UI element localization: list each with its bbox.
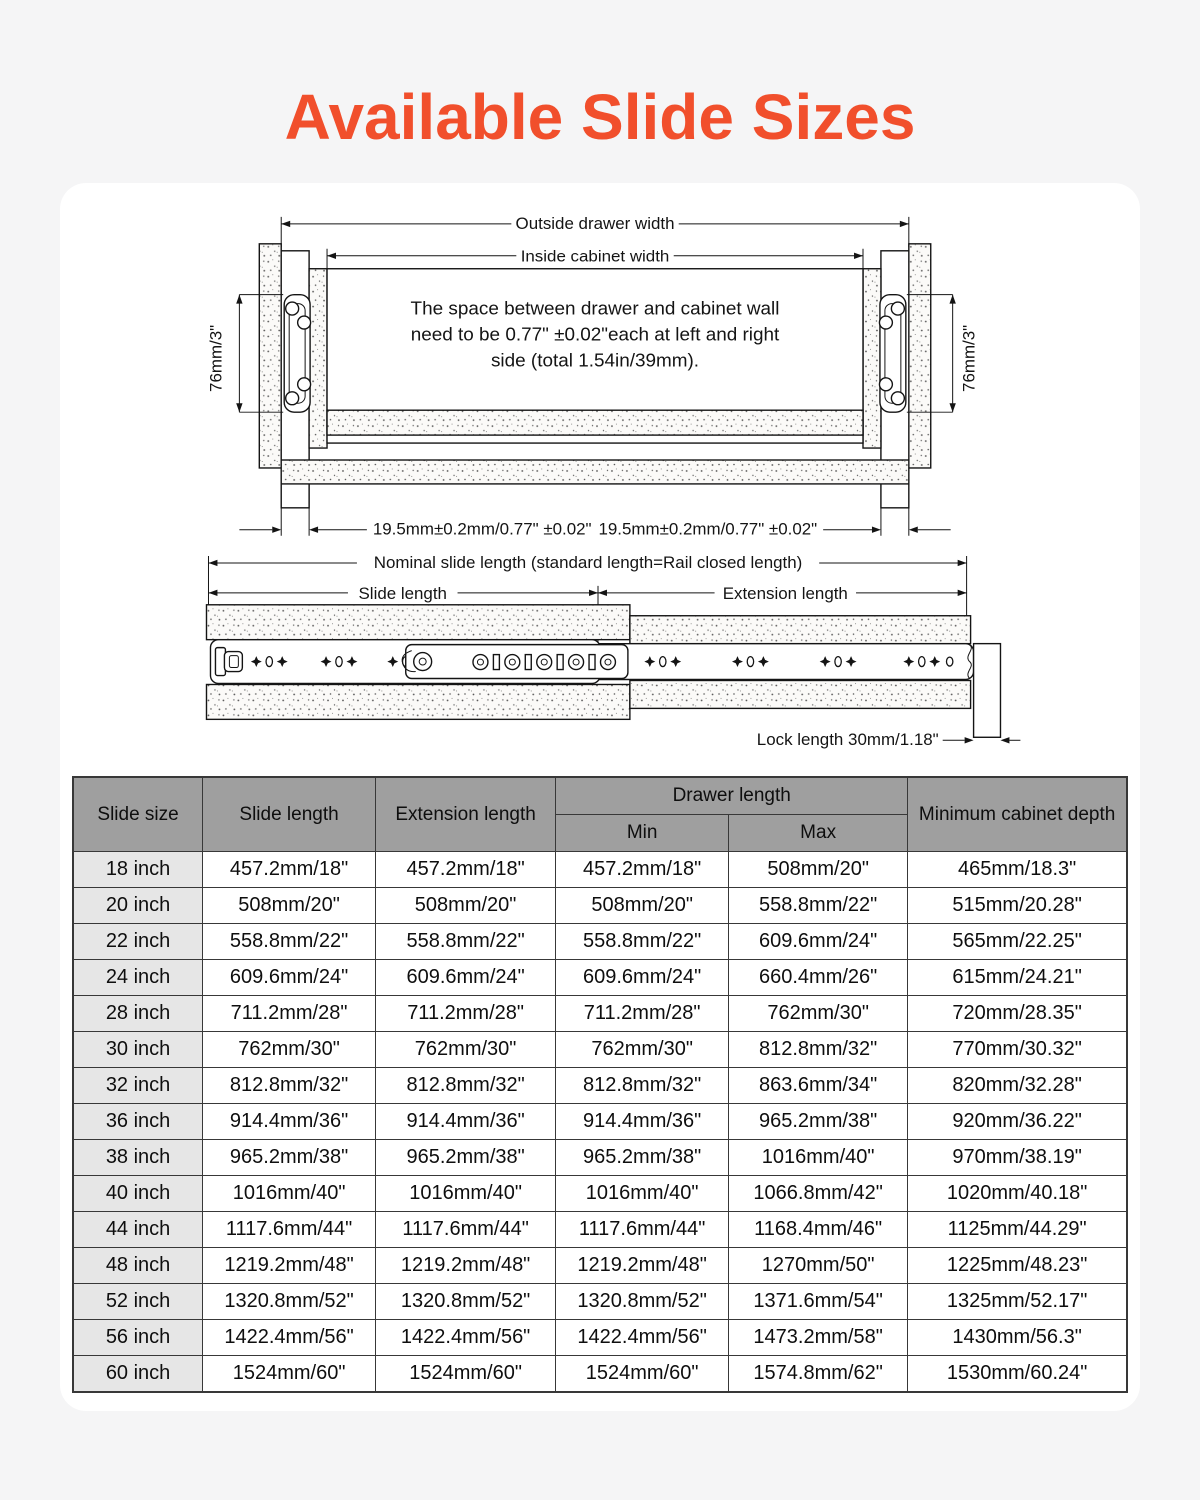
cell-extension-length: 1524mm/60": [375, 1356, 555, 1393]
cell-min-cabinet-depth: 1225mm/48.23": [908, 1248, 1127, 1284]
cell-slide-size: 20 inch: [73, 888, 203, 924]
cell-min-cabinet-depth: 820mm/32.28": [908, 1068, 1127, 1104]
table-row: [73, 888, 1127, 924]
header-min-cabinet-depth: Minimum cabinet depth: [908, 777, 1127, 852]
cell-slide-length: 609.6mm/24": [203, 960, 376, 996]
slide-height-right-label: 76mm/3": [959, 325, 979, 393]
cell-drawer-min: 558.8mm/22": [556, 924, 729, 960]
cell-drawer-min: 1524mm/60": [556, 1356, 729, 1393]
cell-drawer-max: 1574.8mm/62": [729, 1356, 908, 1393]
cell-slide-size: 60 inch: [73, 1356, 203, 1393]
outside-drawer-width-dimension: [281, 213, 909, 234]
cell-drawer-min: 812.8mm/32": [556, 1068, 729, 1104]
cell-slide-size: 36 inch: [73, 1104, 203, 1140]
clearance-note-line1: The space between drawer and cabinet wall: [410, 298, 780, 320]
header-drawer-max: Max: [729, 815, 908, 852]
cell-drawer-max: 1066.8mm/42": [729, 1176, 908, 1212]
table-row: [73, 960, 1127, 996]
header-extension-length: Extension length: [375, 777, 555, 852]
cell-slide-size: 40 inch: [73, 1176, 203, 1212]
cell-extension-length: 711.2mm/28": [375, 996, 555, 1032]
cell-drawer-max: 762mm/30": [729, 996, 908, 1032]
cell-min-cabinet-depth: 770mm/30.32": [908, 1032, 1127, 1068]
cell-drawer-min: 1117.6mm/44": [556, 1212, 729, 1248]
cell-drawer-min: 965.2mm/38": [556, 1140, 729, 1176]
header-drawer-length: Drawer length: [556, 777, 908, 815]
drawer-side-left: [309, 269, 327, 448]
slide-length-label: Slide length: [358, 583, 447, 603]
cell-min-cabinet-depth: 465mm/18.3": [908, 852, 1127, 888]
cell-drawer-max: 1371.6mm/54": [729, 1284, 908, 1320]
cell-drawer-max: 1473.2mm/58": [729, 1320, 908, 1356]
cell-drawer-min: 1320.8mm/52": [556, 1284, 729, 1320]
cell-drawer-max: 965.2mm/38": [729, 1104, 908, 1140]
cell-slide-length: 508mm/20": [203, 888, 376, 924]
cell-slide-length: 914.4mm/36": [203, 1104, 376, 1140]
cabinet-member-bottom-left: [206, 684, 629, 719]
cell-extension-length: 457.2mm/18": [375, 852, 555, 888]
cell-min-cabinet-depth: 1325mm/52.17": [908, 1284, 1127, 1320]
cell-drawer-max: 1168.4mm/46": [729, 1212, 908, 1248]
outside-drawer-width-label: Outside drawer width: [515, 214, 675, 234]
ball-bearing-carriage: [402, 644, 628, 678]
cell-extension-length: 762mm/30": [375, 1032, 555, 1068]
table-row: [73, 1032, 1127, 1068]
table-row: [73, 1176, 1127, 1212]
nominal-length-label: Nominal slide length (standard length=Rail closed length): [373, 552, 803, 572]
cell-slide-length: 1117.6mm/44": [203, 1212, 376, 1248]
cell-slide-length: 711.2mm/28": [203, 996, 376, 1032]
cell-slide-size: 38 inch: [73, 1140, 203, 1176]
cell-slide-length: 558.8mm/22": [203, 924, 376, 960]
cell-slide-size: 52 inch: [73, 1284, 203, 1320]
cell-slide-size: 28 inch: [73, 996, 203, 1032]
cell-min-cabinet-depth: 1530mm/60.24": [908, 1356, 1127, 1393]
cell-min-cabinet-depth: 1020mm/40.18": [908, 1176, 1127, 1212]
cell-drawer-max: 863.6mm/34": [729, 1068, 908, 1104]
cell-slide-length: 1422.4mm/56": [203, 1320, 376, 1356]
cell-slide-size: 24 inch: [73, 960, 203, 996]
cell-drawer-max: 812.8mm/32": [729, 1032, 908, 1068]
content-card: [60, 183, 1140, 1411]
drawer-bottom-board: [327, 410, 863, 435]
nominal-length-dimension: [208, 552, 966, 573]
table-row: [73, 1284, 1127, 1320]
page-title: Available Slide Sizes: [284, 81, 916, 153]
cell-min-cabinet-depth: 970mm/38.19": [908, 1140, 1127, 1176]
table-row: [73, 924, 1127, 960]
cell-drawer-max: 609.6mm/24": [729, 924, 908, 960]
extension-length-dimension: [598, 583, 967, 603]
cell-slide-length: 457.2mm/18": [203, 852, 376, 888]
slide-cross-section-right-icon: [879, 295, 905, 413]
cabinet-member-top-left: [206, 605, 629, 640]
cell-drawer-min: 914.4mm/36": [556, 1104, 729, 1140]
cell-slide-length: 762mm/30": [203, 1032, 376, 1068]
cell-drawer-min: 762mm/30": [556, 1032, 729, 1068]
cell-extension-length: 508mm/20": [375, 888, 555, 924]
clearance-right-label: 19.5mm±0.2mm/0.77" ±0.02": [598, 519, 818, 539]
table-row: [73, 1068, 1127, 1104]
table-row: [73, 1320, 1127, 1356]
cell-drawer-max: 558.8mm/22": [729, 888, 908, 924]
header-drawer-min: Min: [556, 815, 729, 852]
cell-min-cabinet-depth: 615mm/24.21": [908, 960, 1127, 996]
slide-sizes-table-body: [73, 852, 1127, 1393]
cell-extension-length: 1219.2mm/48": [375, 1248, 555, 1284]
cell-min-cabinet-depth: 515mm/20.28": [908, 888, 1127, 924]
table-row: [73, 1356, 1127, 1393]
clearance-left-label: 19.5mm±0.2mm/0.77" ±0.02": [372, 519, 592, 539]
cell-min-cabinet-depth: 1125mm/44.29": [908, 1212, 1127, 1248]
cell-extension-length: 558.8mm/22": [375, 924, 555, 960]
cell-drawer-max: 508mm/20": [729, 852, 908, 888]
inside-cabinet-width-dimension: [327, 246, 863, 266]
clearance-note-line2: need to be 0.77" ±0.02"each at left and right: [410, 324, 780, 346]
cell-extension-length: 914.4mm/36": [375, 1104, 555, 1140]
table-row: [73, 996, 1127, 1032]
table-row: [73, 1212, 1127, 1248]
cell-slide-size: 22 inch: [73, 924, 203, 960]
slide-length-dimension: [208, 583, 598, 603]
cabinet-bottom-board: [281, 460, 909, 484]
cell-drawer-min: 609.6mm/24": [556, 960, 729, 996]
cell-drawer-max: 660.4mm/26": [729, 960, 908, 996]
cell-slide-length: 965.2mm/38": [203, 1140, 376, 1176]
cabinet-member-top-right: [630, 616, 971, 644]
cell-slide-size: 18 inch: [73, 852, 203, 888]
cell-slide-size: 44 inch: [73, 1212, 203, 1248]
cell-min-cabinet-depth: 1430mm/56.3": [908, 1320, 1127, 1356]
cell-drawer-max: 1270mm/50": [729, 1248, 908, 1284]
cell-drawer-min: 1219.2mm/48": [556, 1248, 729, 1284]
cell-extension-length: 812.8mm/32": [375, 1068, 555, 1104]
cell-extension-length: 1422.4mm/56": [375, 1320, 555, 1356]
cell-slide-length: 812.8mm/32": [203, 1068, 376, 1104]
clearance-dimension-left: [239, 520, 591, 539]
cell-min-cabinet-depth: 920mm/36.22": [908, 1104, 1127, 1140]
cabinet-wall-left: [259, 244, 281, 468]
table-row: [73, 1248, 1127, 1284]
table-row: [73, 852, 1127, 888]
cell-drawer-min: 711.2mm/28": [556, 996, 729, 1032]
table-row: [73, 1104, 1127, 1140]
cell-min-cabinet-depth: 565mm/22.25": [908, 924, 1127, 960]
cabinet-wall-right: [909, 244, 931, 468]
cell-extension-length: 1320.8mm/52": [375, 1284, 555, 1320]
cell-drawer-min: 457.2mm/18": [556, 852, 729, 888]
cell-extension-length: 1016mm/40": [375, 1176, 555, 1212]
drawer-side-right: [863, 269, 881, 448]
cell-slide-size: 30 inch: [73, 1032, 203, 1068]
header-slide-length: Slide length: [203, 777, 376, 852]
extension-length-label: Extension length: [722, 583, 848, 603]
cell-slide-size: 32 inch: [73, 1068, 203, 1104]
lock-length-label: Lock length 30mm/1.18": [756, 730, 939, 750]
slide-sizes-table: [72, 776, 1128, 1393]
clearance-note-line3: side (total 1.54in/39mm).: [490, 350, 700, 372]
slide-cross-section-left-icon: [284, 295, 310, 413]
cell-extension-length: 609.6mm/24": [375, 960, 555, 996]
cell-slide-size: 56 inch: [73, 1320, 203, 1356]
extended-rail: [590, 643, 974, 679]
cabinet-member-bottom-right: [630, 680, 971, 708]
cell-min-cabinet-depth: 720mm/28.35": [908, 996, 1127, 1032]
cell-drawer-max: 1016mm/40": [729, 1140, 908, 1176]
slide-length-diagram: [72, 548, 1128, 762]
cell-drawer-min: 508mm/20": [556, 888, 729, 924]
cell-slide-length: 1524mm/60": [203, 1356, 376, 1393]
cell-slide-size: 48 inch: [73, 1248, 203, 1284]
cell-drawer-min: 1422.4mm/56": [556, 1320, 729, 1356]
clearance-dimension-right: [598, 520, 950, 539]
slide-height-left-label: 76mm/3": [206, 325, 226, 393]
cell-extension-length: 965.2mm/38": [375, 1140, 555, 1176]
cell-slide-length: 1320.8mm/52": [203, 1284, 376, 1320]
cell-slide-length: 1016mm/40": [203, 1176, 376, 1212]
inside-cabinet-width-label: Inside cabinet width: [520, 246, 670, 266]
table-row: [73, 1140, 1127, 1176]
drawer-clearance-diagram: [72, 199, 1128, 548]
table-header: [73, 777, 1127, 852]
cell-drawer-min: 1016mm/40": [556, 1176, 729, 1212]
cell-slide-length: 1219.2mm/48": [203, 1248, 376, 1284]
header-slide-size: Slide size: [73, 777, 203, 852]
cell-extension-length: 1117.6mm/44": [375, 1212, 555, 1248]
